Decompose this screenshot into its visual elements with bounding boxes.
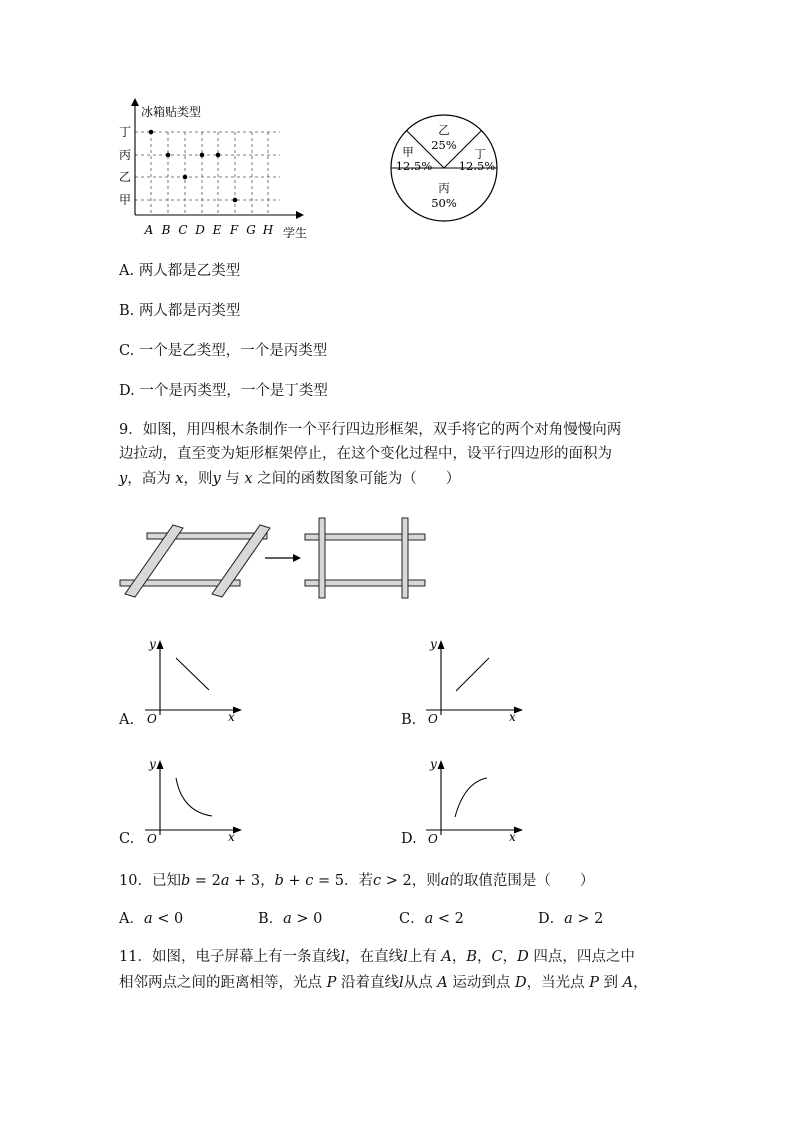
rectangle-frame [305, 518, 425, 598]
y-arrow-icon [157, 760, 164, 769]
y-label: y [430, 637, 437, 651]
curve-hyperbola [176, 778, 212, 816]
option-text: 一个是乙类型，一个是丙类型 [138, 343, 328, 359]
q8-option-c [119, 338, 327, 364]
q9-line-3: y，高为 x，则y 与 x 之间的函数图象可能为（ ） [119, 471, 461, 487]
scatter-point-b [166, 153, 171, 158]
var-x: x [175, 471, 184, 487]
q10-option-b: B．a > 0 [258, 911, 323, 927]
option-letter: B. [119, 303, 135, 319]
y-arrow-icon [157, 640, 164, 649]
y-arrow-icon [438, 760, 445, 769]
x-label: x [509, 710, 516, 724]
option-text: 两人都是丙类型 [138, 303, 241, 319]
frames-illustration [115, 515, 435, 600]
graph-option-b-label: B. [401, 712, 417, 728]
pie-label-bing-percent: 50% [431, 196, 457, 210]
x-label: x [228, 830, 235, 844]
q8-option-d [119, 378, 328, 404]
x-tick-g: G [246, 223, 256, 237]
scatter-point-d [200, 153, 205, 158]
arrow-icon [265, 554, 301, 562]
graph-option-a-label: A. [119, 712, 135, 728]
scatter-grid [135, 132, 280, 215]
x-tick-h: H [262, 223, 274, 237]
x-axis-arrow-icon [296, 211, 304, 219]
x-tick-c: C [178, 223, 188, 237]
pie-label-bing-name: 丙 [438, 181, 450, 195]
y-label: y [149, 637, 156, 651]
origin-label: O [147, 712, 157, 726]
graph-d [421, 755, 531, 850]
q9-line-1: 9．如图，用四根木条制作一个平行四边形框架，双手将它的两个对角慢慢向两 [119, 422, 622, 438]
x-label: x [509, 830, 516, 844]
q9-line-2: 边拉动，直至变为矩形框架停止，在这个变化过程中，设平行四边形的面积为 [119, 446, 612, 462]
scatter-point-a [149, 130, 154, 135]
x-tick-a: A [144, 223, 154, 237]
curve-increasing-line [456, 658, 489, 691]
graph-b [421, 635, 531, 730]
pie-label-yi-name: 乙 [438, 123, 450, 137]
pie-label-ding-name: 丁 [474, 147, 486, 161]
scatter-point-f [233, 198, 238, 203]
x-tick-d: D [195, 223, 205, 237]
y-label: y [430, 757, 437, 771]
y-label: y [149, 757, 156, 771]
q11-line-1: 11．如图，电子屏幕上有一条直线l，在直线l上有 A，B，C，D 四点，四点之中 [119, 949, 635, 965]
origin-label: O [428, 712, 438, 726]
scatter-point-e [216, 153, 221, 158]
parallelogram-frame [120, 525, 270, 597]
curve-decreasing-line [176, 658, 209, 690]
q10-option-c: C．a < 2 [399, 911, 464, 927]
y-tick-bing: 丙 [119, 148, 132, 162]
q8-option-b [119, 298, 240, 324]
y-arrow-icon [438, 640, 445, 649]
y-tick-yi: 乙 [119, 170, 132, 184]
q8-option-a [119, 258, 240, 284]
option-letter: A. [119, 263, 135, 279]
pie-label-jia-percent: 12.5% [395, 159, 433, 173]
option-letter: D. [119, 383, 135, 399]
curve-concave [455, 778, 487, 817]
x-axis-label: 学生 [283, 226, 308, 240]
graph-option-c-label: C. [119, 831, 135, 847]
q10-stem: 10．已知b = 2a + 3，b + c = 5．若c > 2，则a的取值范围是（ ） [119, 873, 595, 889]
graph-option-d-label: D. [401, 831, 417, 847]
pie-label-jia-name: 甲 [402, 145, 414, 159]
x-tick-f: F [229, 223, 239, 237]
scatter-figure [110, 94, 320, 244]
graph-c [140, 755, 250, 850]
option-text: 一个是丙类型，一个是丁类型 [139, 383, 328, 399]
option-letter: C. [119, 343, 135, 359]
x-label: x [228, 710, 235, 724]
y-axis-label: 冰箱贴类型 [141, 105, 202, 119]
pie-label-yi-percent: 25% [431, 138, 457, 152]
var-x: x [244, 471, 253, 487]
x-tick-b: B [161, 223, 171, 237]
q11-line-2: 相邻两点之间的距离相等，光点 P 沿着直线l从点 A 运动到点 D，当光点 P 到 A， [119, 975, 648, 991]
var-y: y [212, 471, 221, 487]
origin-label: O [147, 832, 157, 846]
q10-option-a: A．a < 0 [119, 911, 184, 927]
pie-label-ding-percent: 12.5% [458, 159, 496, 173]
option-text: 两人都是乙类型 [138, 263, 241, 279]
origin-label: O [428, 832, 438, 846]
scatter-point-c [183, 175, 188, 180]
y-axis-arrow-icon [131, 98, 139, 106]
x-tick-e: E [212, 223, 222, 237]
q10-option-d: D．a > 2 [538, 911, 604, 927]
graph-a [140, 635, 250, 730]
pie-figure [388, 112, 500, 224]
y-tick-jia: 甲 [119, 193, 132, 207]
y-tick-ding: 丁 [119, 125, 132, 139]
var-y: y [119, 471, 128, 487]
